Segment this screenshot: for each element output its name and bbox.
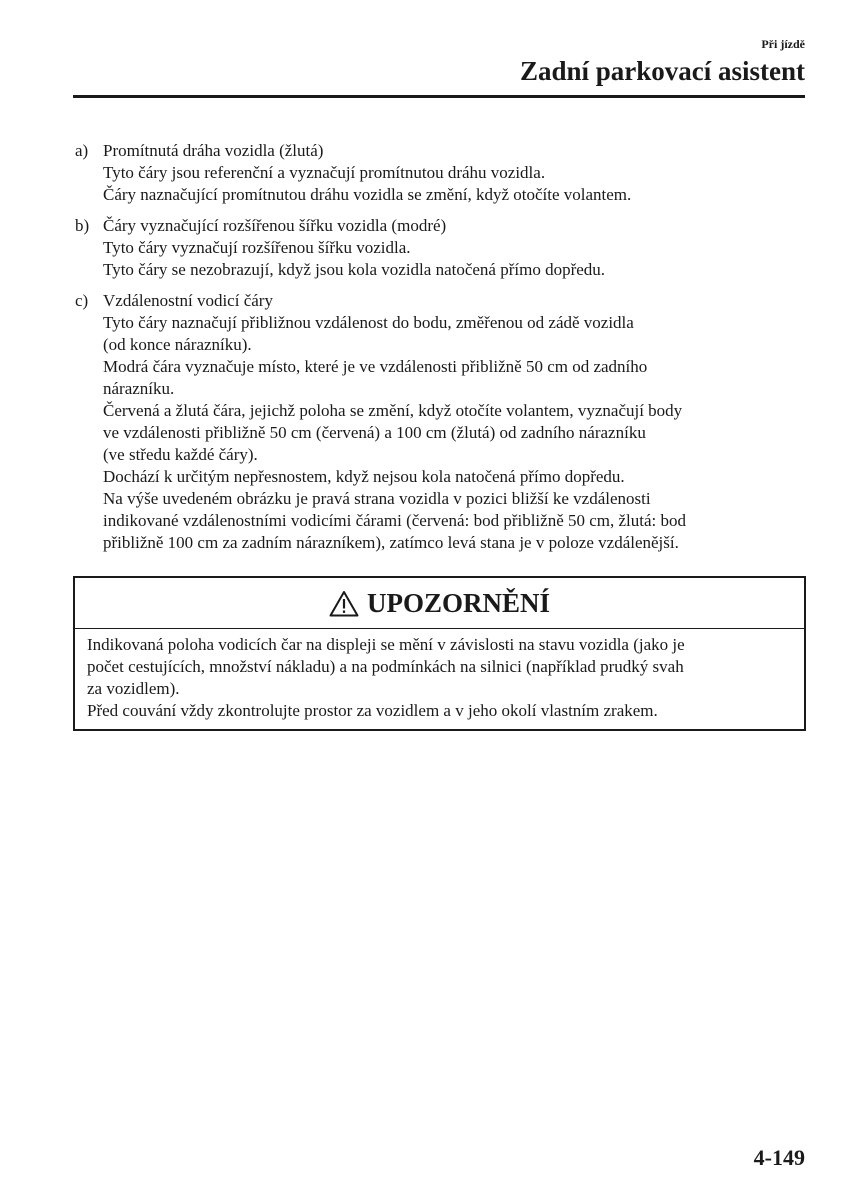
caution-text: Indikovaná poloha vodicích čar na displeji se mění v závislosti na stavu vozidla (jako je (87, 635, 685, 654)
item-text: Na výše uvedeném obrázku je pravá strana vozidla v pozici bližší ke vzdálenosti (103, 489, 651, 508)
item-text: Modrá čára vyznačuje místo, které je ve vzdálenosti přibližně 50 cm od zadního (103, 357, 648, 376)
page-title: Zadní parkovací asistent (519, 56, 805, 86)
item-body (103, 140, 631, 206)
list-item-a (75, 140, 810, 206)
page-number: 4-149 (753, 1145, 805, 1170)
warning-triangle-icon (329, 590, 359, 617)
item-text: Tyto čáry se nezobrazují, když jsou kola vozidla natočená přímo dopředu. (103, 260, 606, 279)
item-heading: Promítnutá dráha vozidla (žlutá) (103, 141, 324, 160)
item-text: indikované vzdálenostními vodicími čárami (červená: bod přibližně 50 cm, žlutá: bod (103, 511, 687, 530)
item-heading: Čáry vyznačující rozšířenou šířku vozidla (modré) (103, 216, 447, 235)
item-text: přibližně 100 cm za zadním nárazníkem), zatímco levá stana je v poloze vzdálenější. (103, 533, 679, 552)
item-letter: a) (75, 141, 89, 160)
caution-text: počet cestujících, množství nákladu) a na podmínkách na silnici (například prudký svah (87, 657, 684, 676)
list-item-c (75, 290, 810, 554)
item-text: nárazníku. (103, 379, 175, 398)
item-body (103, 290, 686, 554)
caution-text: Před couvání vždy zkontrolujte prostor za vozidlem a v jeho okolí vlastním zrakem. (87, 701, 658, 720)
item-text: (ve středu každé čáry). (103, 445, 258, 464)
item-text: Tyto čáry jsou referenční a vyznačují promítnutou dráhu vozidla. (103, 163, 546, 182)
caution-box (73, 576, 806, 731)
item-letter: b) (75, 216, 90, 235)
item-text: Čáry naznačující promítnutou dráhu vozidla se změní, když otočíte volantem. (103, 185, 632, 204)
caution-body (75, 629, 804, 729)
definition-list (75, 140, 810, 563)
item-letter: c) (75, 291, 89, 310)
caution-text: za vozidlem). (87, 679, 180, 698)
caution-title: UPOZORNĚNÍ (366, 587, 550, 618)
item-body (103, 215, 605, 281)
item-text: Tyto čáry vyznačují rozšířenou šířku vozidla. (103, 238, 411, 257)
item-text: ve vzdálenosti přibližně 50 cm (červená) a 100 cm (žlutá) od zadního nárazníku (103, 423, 646, 442)
item-text: Tyto čáry naznačují přibližnou vzdálenost do bodu, změřenou od zádě vozidla (103, 313, 634, 332)
item-text: (od konce nárazníku). (103, 335, 252, 354)
item-text: Dochází k určitým nepřesnostem, když nejsou kola natočená přímo dopředu. (103, 467, 625, 486)
item-heading: Vzdálenostní vodicí čáry (103, 291, 273, 310)
list-item-b (75, 215, 810, 281)
section-label: Při jízdě (761, 37, 805, 51)
item-text: Červená a žlutá čára, jejichž poloha se změní, když otočíte volantem, vyznačují body (103, 401, 683, 420)
title-divider (73, 95, 805, 98)
caution-header (75, 578, 804, 629)
